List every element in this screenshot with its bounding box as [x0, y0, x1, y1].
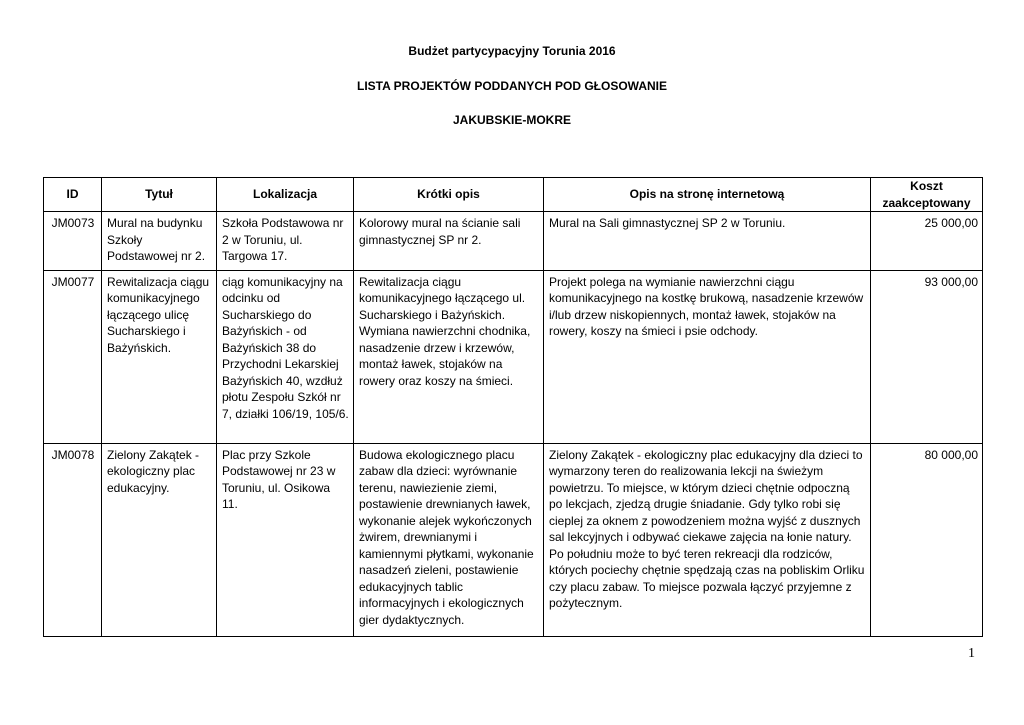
cell-short-description: Rewitalizacja ciągu komunikacyjnego łączącego ul. Sucharskiego i Bażyńskich. Wymiana nawierzchni chodnika, nasadzenie drzew i krzewów, montaż ławek, stojaków na rowery oraz koszy na śmieci.: [354, 270, 544, 443]
document-subtitle: LISTA PROJEKTÓW PODDANYCH POD GŁOSOWANIE: [356, 79, 667, 93]
cell-title: Rewitalizacja ciągu komunikacyjnego łączącego ulicę Sucharskiego i Bażyńskich.: [102, 270, 217, 443]
column-header-id: ID: [44, 178, 102, 212]
page-number: 1: [968, 646, 975, 661]
cell-short-description: Kolorowy mural na ścianie sali gimnastycznej SP nr 2.: [354, 212, 544, 271]
cell-location: Plac przy Szkole Podstawowej nr 23 w Toruniu, ul. Osikowa 11.: [217, 443, 354, 636]
district-name: JAKUBSKIE-MOKRE: [452, 113, 571, 127]
cell-title: Mural na budynku Szkoły Podstawowej nr 2.: [102, 212, 217, 271]
column-header-location: Lokalizacja: [217, 178, 354, 212]
cell-location: Szkoła Podstawowa nr 2 w Toruniu, ul. Targowa 17.: [217, 212, 354, 271]
column-header-web-description: Opis na stronę internetową: [544, 178, 871, 212]
cell-location: ciąg komunikacyjny na odcinku od Sucharskiego do Bażyńskich - od Bażyńskich 38 do Przychodni Lekarskiej Bażyńskich 40, wzdłuż płotu Zespołu Szkół nr 7, działki 106/19, 105/6.: [217, 270, 354, 443]
cell-cost: 93 000,00: [871, 270, 983, 443]
cell-id: JM0077: [44, 270, 102, 443]
cell-id: JM0073: [44, 212, 102, 271]
column-header-cost: Koszt zaakceptowany: [871, 178, 983, 212]
cell-web-description: Projekt polega na wymianie nawierzchni ciągu komunikacyjnego na kostkę brukową, nasadzenie krzewów i/lub drzew niskopiennych, montaż ławek, stojaków na rowery, koszy na śmieci i psie odchody.: [544, 270, 871, 443]
column-header-short-description: Krótki opis: [354, 178, 544, 212]
table-row: [44, 443, 983, 636]
cell-id: JM0078: [44, 443, 102, 636]
table-header-row: [44, 178, 983, 212]
cell-web-description: Mural na Sali gimnastycznej SP 2 w Toruniu.: [544, 212, 871, 271]
document-title: Budżet partycypacyjny Torunia 2016: [408, 44, 616, 58]
cell-title: Zielony Zakątek - ekologiczny plac edukacyjny.: [102, 443, 217, 636]
table-row: [44, 212, 983, 271]
cell-cost: 25 000,00: [871, 212, 983, 271]
cell-cost: 80 000,00: [871, 443, 983, 636]
column-header-title: Tytuł: [102, 178, 217, 212]
table-row: [44, 270, 983, 443]
cell-short-description: Budowa ekologicznego placu zabaw dla dzieci: wyrównanie terenu, nawiezienie ziemi, postawienie drewnianych ławek, wykonanie alejek wykończonych żwirem, drewnianymi i kamiennymi płytkami, wykonanie nasadzeń zieleni, postawienie edukacyjnych tablic informacyjnych i ekologicznych gier dydaktycznych.: [354, 443, 544, 636]
cell-web-description: Zielony Zakątek - ekologiczny plac edukacyjny dla dzieci to wymarzony teren do realizowania lekcji na świeżym powietrzu. To miejsce, w którym dzieci chętnie odpoczną po lekcjach, zjedzą drugie śniadanie. Gdy tylko robi się cieplej za oknem z powodzeniem można wyjść z dusznych sal lekcyjnych i odbywać ciekawe zajęcia na łonie natury. Po południu może to być teren rekreacji dla rodziców, których pociechy chętnie spędzają czas na pobliskim Orliku czy placu zabaw. To miejsce pozwala łączyć przyjemne z pożytecznym.: [544, 443, 871, 636]
projects-table: [43, 177, 983, 637]
